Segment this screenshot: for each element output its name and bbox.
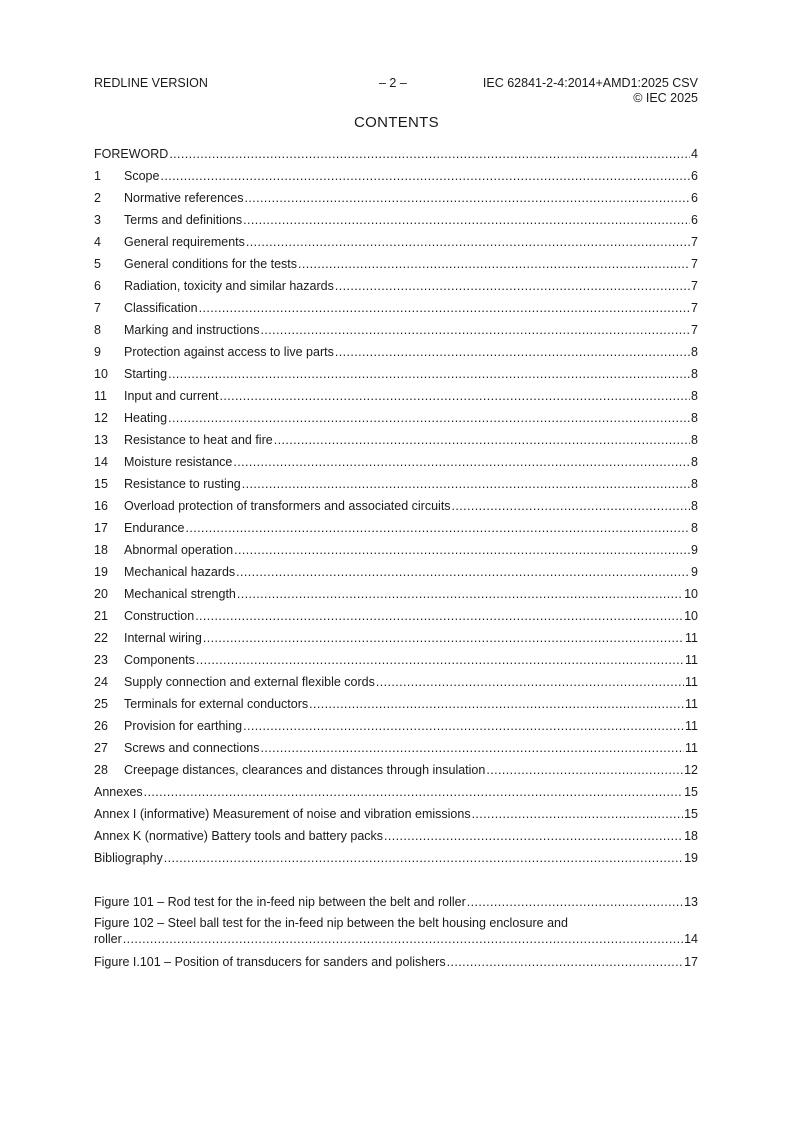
dot-leader	[242, 475, 690, 493]
toc-entry-number: 20	[94, 587, 108, 601]
toc-entry-label: Annex I (informative) Measurement of noise and vibration emissions	[94, 807, 471, 821]
dot-leader	[234, 541, 690, 559]
figure-entry-page: 13	[684, 895, 698, 909]
header-version-label: REDLINE VERSION	[94, 76, 208, 90]
header-document-id	[483, 76, 698, 105]
toc-entry-label: Internal wiring	[124, 631, 202, 645]
toc-entry-label: Screws and connections	[124, 741, 260, 755]
toc-entry-label: Bibliography	[94, 851, 163, 865]
toc-entry-page: 8	[691, 521, 698, 535]
toc-entry-page: 12	[684, 763, 698, 777]
toc-entry-page: 8	[691, 345, 698, 359]
toc-entry-page: 11	[685, 697, 698, 711]
toc-entry-number: 22	[94, 631, 108, 645]
dot-leader	[447, 953, 684, 971]
dot-leader	[233, 453, 690, 471]
toc-entry-number: 27	[94, 741, 108, 755]
dot-leader	[298, 255, 690, 273]
dot-leader	[237, 585, 683, 603]
toc-entry[interactable]	[94, 409, 698, 431]
toc-entry[interactable]	[94, 827, 698, 849]
toc-entry-page: 8	[691, 477, 698, 491]
toc-entry[interactable]	[94, 761, 698, 783]
toc-entry-page: 7	[691, 235, 698, 249]
toc-entry-number: 15	[94, 477, 108, 491]
toc-entry-label: Starting	[124, 367, 168, 381]
toc-entry-page: 11	[685, 719, 698, 733]
toc-entry[interactable]	[94, 211, 698, 233]
toc-entry[interactable]	[94, 717, 698, 739]
toc-entry[interactable]	[94, 299, 698, 321]
toc-entry[interactable]	[94, 255, 698, 277]
toc-entry-page: 8	[691, 455, 698, 469]
toc-entry-page: 7	[691, 279, 698, 293]
toc-entry-number: 2	[94, 191, 101, 205]
toc-entry-label: Protection against access to live parts	[124, 345, 334, 359]
toc-entry[interactable]	[94, 849, 698, 871]
toc-entry-label: Classification	[124, 301, 198, 315]
header-standard-number: IEC 62841-2-4:2014+AMD1:2025 CSV	[482, 76, 698, 90]
dot-leader	[168, 365, 690, 383]
dot-leader	[196, 651, 684, 669]
figure-entry[interactable]	[94, 893, 698, 915]
toc-entry-number: 26	[94, 719, 108, 733]
toc-entry-number: 1	[94, 169, 101, 183]
dot-leader	[376, 673, 684, 691]
toc-entry[interactable]	[94, 541, 698, 563]
toc-entry-number: 16	[94, 499, 108, 513]
toc-entry-label: Creepage distances, clearances and distances through insulation	[124, 763, 486, 777]
dot-leader	[185, 519, 690, 537]
toc-entry[interactable]	[94, 519, 698, 541]
toc-entry[interactable]	[94, 629, 698, 651]
toc-entry[interactable]	[94, 805, 698, 827]
toc-entry-number: 24	[94, 675, 108, 689]
toc-entry-number: 10	[94, 367, 108, 381]
toc-entry-label: Scope	[124, 169, 160, 183]
dot-leader	[309, 695, 684, 713]
toc-entry-number: 14	[94, 455, 108, 469]
dot-leader	[384, 827, 683, 845]
toc-entry-label: Moisture resistance	[124, 455, 233, 469]
dot-leader	[123, 931, 683, 947]
toc-entry-label: Resistance to rusting	[124, 477, 241, 491]
toc-entry[interactable]	[94, 651, 698, 673]
toc-entry-page: 7	[691, 257, 698, 271]
toc-entry-number: 28	[94, 763, 108, 777]
toc-entry-page: 11	[685, 741, 698, 755]
toc-entry-page: 10	[684, 609, 698, 623]
toc-entry-page: 11	[685, 631, 698, 645]
toc-entry-page: 9	[691, 565, 698, 579]
toc-entry-number: 19	[94, 565, 108, 579]
toc-entry-page: 15	[684, 785, 698, 799]
toc-entry[interactable]	[94, 783, 698, 805]
dot-leader	[243, 211, 690, 229]
dot-leader	[236, 563, 690, 581]
toc-entry[interactable]	[94, 343, 698, 365]
toc-entry-label: Marking and instructions	[124, 323, 260, 337]
figure-entry[interactable]	[94, 915, 698, 947]
header-page-number: – 2 –	[379, 76, 407, 90]
dot-leader	[169, 145, 690, 163]
toc-entry-label: Heating	[124, 411, 168, 425]
toc-entry-page: 6	[691, 191, 698, 205]
dot-leader	[335, 343, 690, 361]
toc-entry-label: General conditions for the tests	[124, 257, 298, 271]
dot-leader	[160, 167, 690, 185]
dot-leader	[472, 805, 684, 823]
toc-entry-page: 8	[691, 389, 698, 403]
toc-entry[interactable]	[94, 739, 698, 761]
toc-entry-label: Normative references	[124, 191, 244, 205]
toc-entry[interactable]	[94, 387, 698, 409]
toc-entry-label: FOREWORD	[94, 147, 169, 161]
dot-leader	[452, 497, 691, 515]
toc-entry-number: 11	[94, 389, 107, 403]
toc-entry-page: 18	[684, 829, 698, 843]
toc-entry[interactable]	[94, 563, 698, 585]
toc-entry-number: 18	[94, 543, 108, 557]
toc-entry-label: Terminals for external conductors	[124, 697, 309, 711]
toc-entry[interactable]	[94, 607, 698, 629]
toc-entry-label: Construction	[124, 609, 195, 623]
toc-entry-label: Input and current	[124, 389, 219, 403]
toc-entry-label: Mechanical strength	[124, 587, 236, 601]
dot-leader	[467, 893, 683, 911]
toc-entry[interactable]	[94, 431, 698, 453]
toc-entry-number: 6	[94, 279, 101, 293]
dot-leader	[195, 607, 683, 625]
figure-entry-label: Figure 101 – Rod test for the in-feed nip between the belt and roller	[94, 895, 466, 909]
toc-entry-label: Components	[124, 653, 195, 667]
toc-entry-label: Supply connection and external flexible cords	[124, 675, 375, 689]
dot-leader	[168, 409, 690, 427]
toc-entry[interactable]	[94, 453, 698, 475]
page-title: CONTENTS	[354, 114, 439, 131]
toc-entry[interactable]	[94, 277, 698, 299]
toc-entry-page: 4	[691, 147, 698, 161]
toc-entry-number: 13	[94, 433, 108, 447]
toc-spacer	[94, 871, 698, 893]
toc-entry[interactable]	[94, 673, 698, 695]
toc-entry-number: 4	[94, 235, 101, 249]
figure-entry[interactable]	[94, 953, 698, 975]
toc-entry-label: Resistance to heat and fire	[124, 433, 273, 447]
toc-entry-page: 9	[691, 543, 698, 557]
toc-entry-number: 25	[94, 697, 108, 711]
toc-entry-page: 11	[685, 675, 698, 689]
dot-leader	[246, 233, 690, 251]
dot-leader	[203, 629, 684, 647]
toc-entry-number: 8	[94, 323, 101, 337]
dot-leader	[243, 717, 684, 735]
toc-entry-number: 3	[94, 213, 101, 227]
toc-entry[interactable]	[94, 695, 698, 717]
dot-leader	[245, 189, 691, 207]
toc-entry-number: 7	[94, 301, 101, 315]
toc-entry[interactable]	[94, 585, 698, 607]
toc-entry-label: Endurance	[124, 521, 185, 535]
dot-leader	[274, 431, 690, 449]
dot-leader	[261, 739, 685, 757]
toc-entry[interactable]	[94, 365, 698, 387]
toc-entry-page: 8	[691, 411, 698, 425]
toc-entry-label: General requirements	[124, 235, 245, 249]
header-copyright: © IEC 2025	[633, 90, 698, 105]
toc-entry-page: 7	[691, 301, 698, 315]
toc-entry-label: Terms and definitions	[124, 213, 243, 227]
toc-entry[interactable]	[94, 167, 698, 189]
toc-entry-label: Abnormal operation	[124, 543, 234, 557]
dot-leader	[164, 849, 683, 867]
toc-entry-label: Mechanical hazards	[124, 565, 236, 579]
toc-entry-page: 7	[691, 323, 698, 337]
toc-entry-page: 11	[685, 653, 698, 667]
toc-entry-number: 23	[94, 653, 108, 667]
figure-entry-page: 14	[684, 932, 698, 946]
toc-entry-page: 6	[691, 213, 698, 227]
table-of-contents	[94, 145, 698, 975]
dot-leader	[144, 783, 683, 801]
toc-entry-label: Annexes	[94, 785, 143, 799]
dot-leader	[486, 761, 683, 779]
toc-entry[interactable]	[94, 497, 698, 519]
toc-entry-number: 9	[94, 345, 101, 359]
toc-entry-page: 8	[691, 499, 698, 513]
figures-list	[94, 893, 698, 975]
toc-entry[interactable]	[94, 321, 698, 343]
toc-entry-page: 8	[691, 367, 698, 381]
toc-entry-page: 19	[684, 851, 698, 865]
toc-entry-page: 6	[691, 169, 698, 183]
figure-entry-page: 17	[684, 955, 698, 969]
page-header	[94, 76, 698, 106]
toc-entry-number: 21	[94, 609, 108, 623]
toc-entry-number: 12	[94, 411, 108, 425]
dot-leader	[199, 299, 690, 317]
toc-entry[interactable]	[94, 145, 698, 167]
figure-entry-label-line1: Figure 102 – Steel ball test for the in-feed nip between the belt housing enclosure and	[94, 916, 568, 930]
toc-entry-label: Overload protection of transformers and associated circuits	[124, 499, 451, 513]
toc-entry[interactable]	[94, 233, 698, 255]
figure-entry-label-line2: roller	[94, 932, 122, 946]
dot-leader	[260, 321, 690, 339]
toc-entry-number: 17	[94, 521, 108, 535]
toc-entries-list	[94, 145, 698, 871]
dot-leader	[335, 277, 690, 295]
figure-entry-label: Figure I.101 – Position of transducers for sanders and polishers	[94, 955, 446, 969]
toc-entry[interactable]	[94, 189, 698, 211]
toc-entry-label: Radiation, toxicity and similar hazards	[124, 279, 334, 293]
toc-entry-page: 10	[684, 587, 698, 601]
toc-entry[interactable]	[94, 475, 698, 497]
toc-entry-page: 15	[684, 807, 698, 821]
dot-leader	[220, 387, 691, 405]
toc-entry-page: 8	[691, 433, 698, 447]
toc-entry-label: Annex K (normative) Battery tools and battery packs	[94, 829, 384, 843]
toc-entry-label: Provision for earthing	[124, 719, 243, 733]
toc-entry-number: 5	[94, 257, 101, 271]
